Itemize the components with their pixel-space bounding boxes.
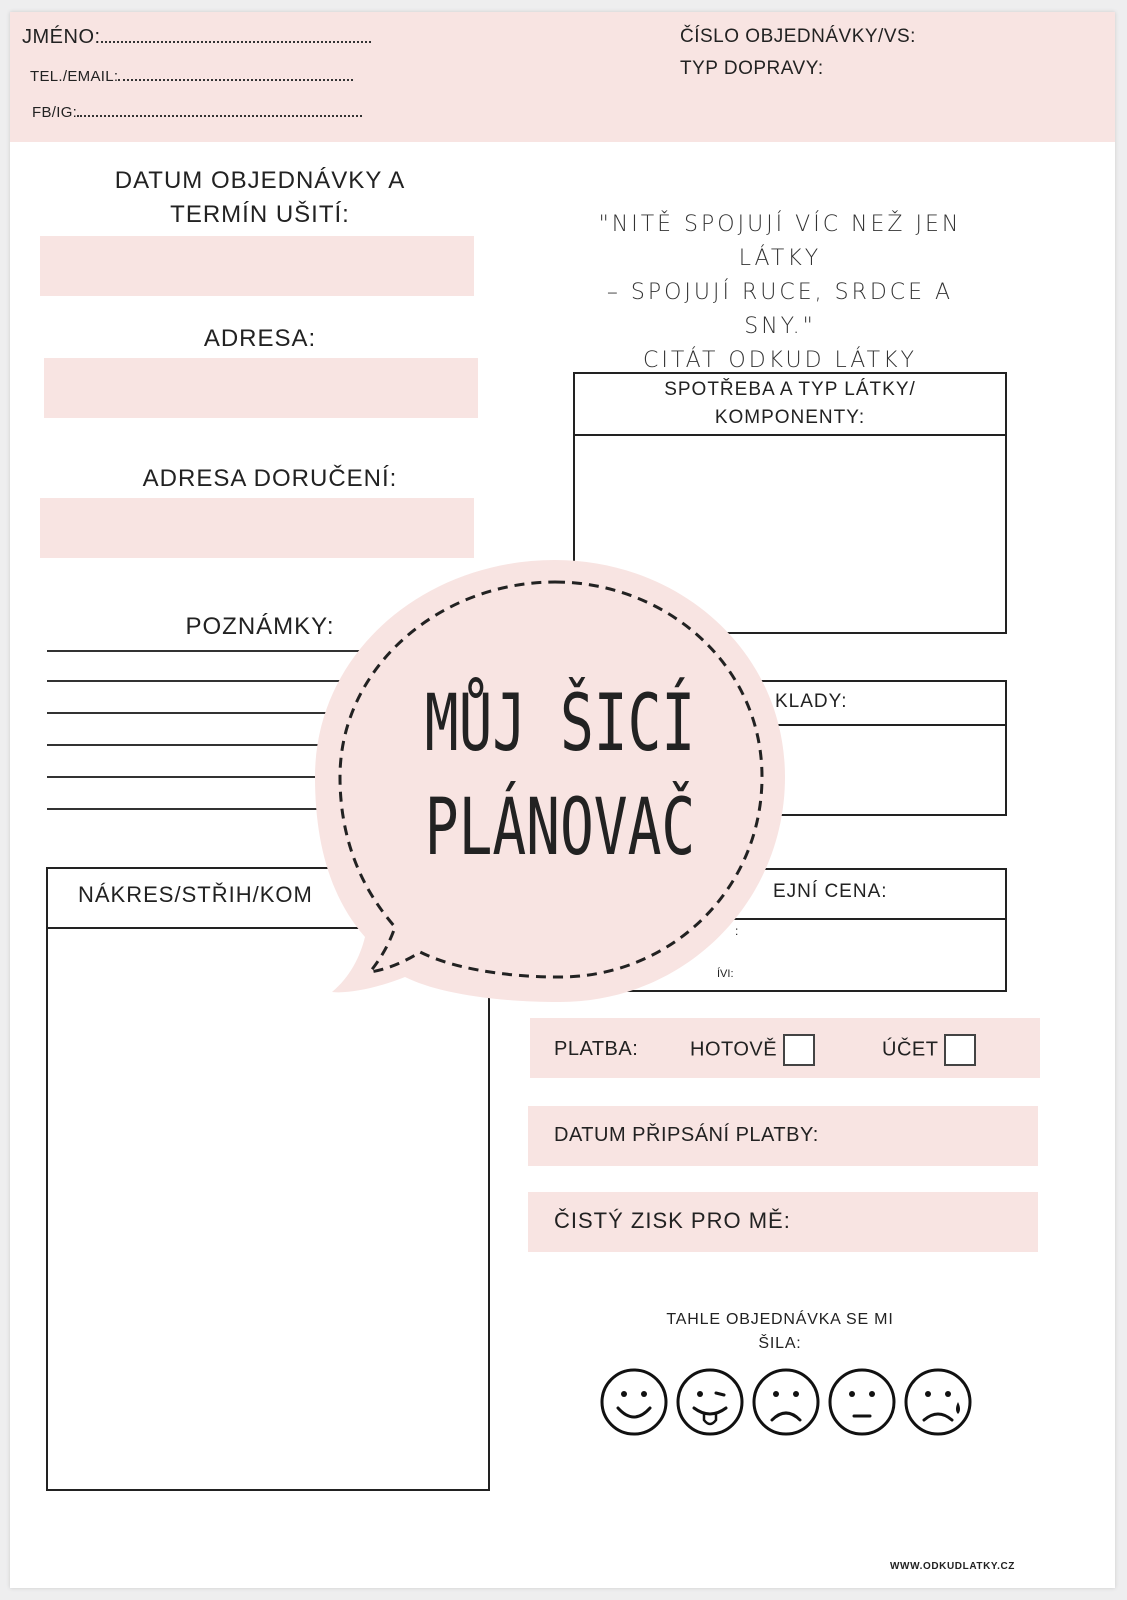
shipping-label: TYP DOPRAVY: [680, 58, 824, 79]
rating-faces [598, 1364, 988, 1444]
neutral-face-icon[interactable] [830, 1370, 894, 1434]
price-fragment-2: ÍVI: [717, 968, 734, 980]
name-line[interactable] [101, 41, 371, 43]
tongue-face-icon[interactable] [678, 1370, 742, 1434]
price-fragment-1: : [735, 924, 739, 938]
planner-sheet [10, 12, 1115, 1588]
contact-label: TEL./EMAIL: [30, 68, 119, 85]
rating-label: TAHLE OBJEDNÁVKA SE MI ŠILA: [666, 1311, 894, 1352]
quote-line-3: CITÁT ODKUD LÁTKY [643, 348, 917, 373]
quote-line-1: "NITĚ SPOJUJÍ VÍC NEŽ JEN LÁTKY [598, 212, 962, 271]
badge-title [350, 672, 770, 880]
profit-row[interactable] [528, 1192, 1038, 1252]
payment-label: PLATBA: [554, 1038, 639, 1060]
quote [570, 208, 990, 378]
happy-face-icon[interactable] [602, 1370, 666, 1434]
cash-checkbox[interactable] [783, 1034, 815, 1066]
cash-option[interactable] [690, 1034, 815, 1066]
sad-face-icon[interactable] [754, 1370, 818, 1434]
name-label: JMÉNO: [22, 26, 101, 48]
payment-date-row[interactable] [528, 1106, 1038, 1166]
account-checkbox[interactable] [944, 1034, 976, 1066]
account-option[interactable] [882, 1034, 976, 1066]
account-label: ÚČET [882, 1038, 939, 1061]
payment-date-label: DATUM PŘIPSÁNÍ PLATBY: [554, 1124, 819, 1146]
badge-title-line-1: MŮJ ŠICÍ [424, 679, 696, 769]
costs-title: KLADY: [775, 691, 848, 712]
order-date-title: DATUM OBJEDNÁVKY A TERMÍN UŠITÍ: [114, 167, 406, 228]
profit-label: ČISTÝ ZISK PRO MĚ: [554, 1208, 791, 1233]
fabric-title: SPOTŘEBA A TYP LÁTKY/ KOMPONENTY: [664, 379, 916, 428]
price-title: EJNÍ CENA: [773, 881, 888, 902]
social-line[interactable] [77, 115, 362, 117]
cash-label: HOTOVĚ [690, 1038, 778, 1061]
delivery-title: ADRESA DORUČENÍ: [142, 465, 398, 492]
sketch-title: NÁKRES/STŘIH/KOM [78, 882, 313, 907]
delivery-field[interactable] [40, 498, 474, 558]
crying-face-icon[interactable] [906, 1370, 970, 1434]
address-title: ADRESA: [203, 325, 317, 352]
badge-title-line-2: PLÁNOVAČ [424, 783, 696, 873]
name-field[interactable] [22, 26, 371, 49]
contact-line[interactable] [118, 79, 353, 81]
order-date-field[interactable] [40, 236, 474, 296]
quote-line-2: – SPOJUJÍ RUCE, SRDCE A SNY." [606, 280, 954, 339]
fabric-box-header [575, 374, 1005, 436]
notes-title: POZNÁMKY: [185, 613, 335, 640]
social-label: FB/IG: [32, 104, 78, 121]
address-field[interactable] [44, 358, 478, 418]
social-field[interactable] [32, 104, 362, 121]
footer-website: WWW.ODKUDLATKY.CZ [890, 1561, 1015, 1572]
contact-field[interactable] [30, 68, 353, 85]
order-number-label: ČÍSLO OBJEDNÁVKY/VS: [680, 26, 916, 47]
